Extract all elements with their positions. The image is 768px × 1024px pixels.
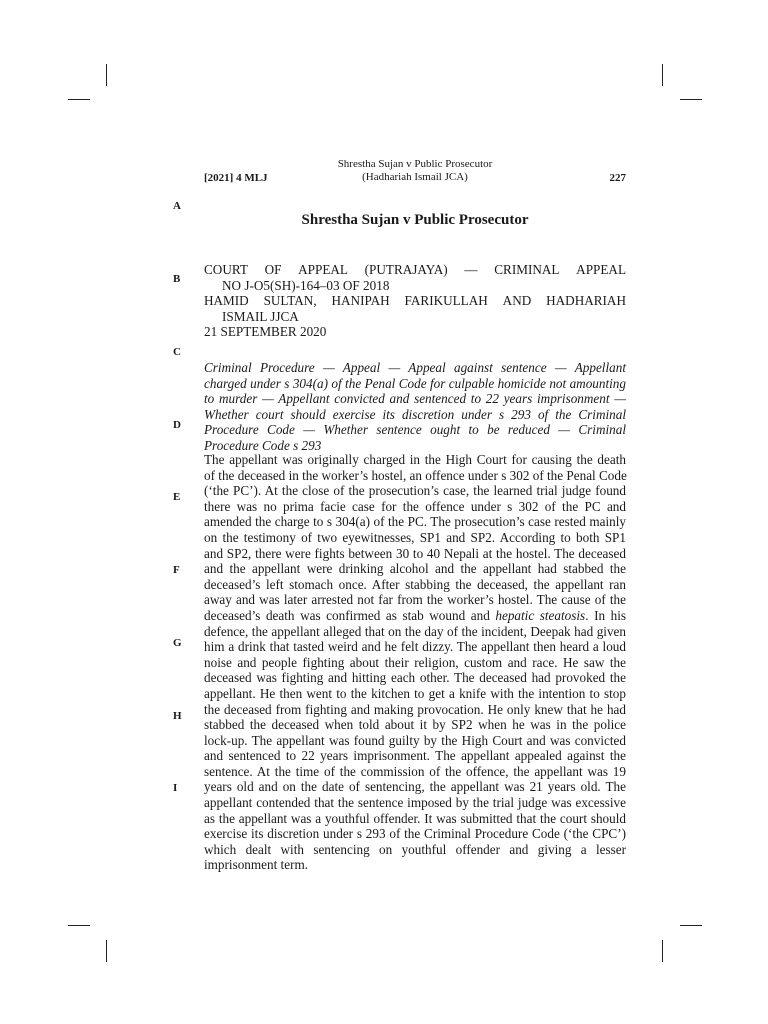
body-line-mixed: deceased’s death was confirmed as stab wound and hepatic steatosis. In his: [204, 607, 627, 623]
case-title: Shrestha Sujan v Public Prosecutor: [301, 212, 529, 228]
judges-line-1: HAMID SULTAN, HANIPAH FARIKULLAH AND HADHARIAH: [204, 293, 626, 308]
crop-mark: [106, 64, 107, 86]
body-line: him a drink that tasted weird and he felt dizzy. The appellant then heard a loud: [204, 639, 626, 655]
crop-mark: [106, 940, 107, 962]
judges-line-2: ISMAIL JJCA: [222, 308, 299, 324]
court-line-1: COURT OF APPEAL (PUTRAJAYA) — CRIMINAL APPEAL: [204, 262, 626, 277]
body-line: lock-up. The appellant was found guilty by the High Court and was convicted: [204, 732, 626, 748]
running-head: [204, 158, 626, 188]
margin-letter-f: F: [173, 564, 180, 576]
margin-letter-d: D: [173, 419, 181, 431]
crop-mark: [662, 940, 663, 962]
body-line: the deceased from fighting and making provocation. He only knew that he had: [204, 701, 626, 717]
running-head-case: [204, 158, 626, 184]
court-details: [204, 262, 626, 340]
body-line: exercise its discretion under s 293 of the Criminal Procedure Code (‘the CPC’): [204, 826, 626, 842]
margin-letter-h: H: [173, 710, 182, 722]
body-line: appellant contended that the sentence imposed by the trial judge was excessive: [204, 795, 626, 811]
margin-letter-i: I: [173, 782, 178, 794]
catchwords: Criminal Procedure — Appeal — Appeal against sentence — Appellant charged under s 304(a) of the Penal Code for culpable homicide not amounting to murder — Appellant convicted and sentenced to 22 years imprisonment — Whether court should exercise its discretion under s 293 of the Criminal Procedure Code — Whether sentence ought to be reduced — Criminal Procedure Code s 293: [204, 360, 626, 453]
margin-letter-b: B: [173, 273, 181, 285]
crop-mark: [680, 925, 702, 926]
body-line: years old and on the date of sentencing, the appellant was 21 years old. The: [204, 779, 626, 795]
body-line: away and was later arrested not far from the worker’s hostel. The cause of the: [204, 592, 626, 608]
page-number: 227: [609, 172, 626, 184]
body-line: which dealt with sentencing on youthful offender and giving a lesser: [204, 841, 626, 857]
margin-letter-g: G: [173, 637, 182, 649]
body-line: (‘the PC’). At the close of the prosecution’s case, the learned trial judge found: [204, 483, 626, 499]
crop-mark: [68, 99, 90, 100]
body-line: deceased’s left stomach once. After stabbing the deceased, the appellant ran: [204, 576, 626, 592]
body-line: as the appellant was a youthful offender. It was submitted that the court should: [204, 810, 626, 826]
court-line-2: NO J-O5(SH)-164–03 OF 2018: [222, 277, 390, 293]
running-head-case-name: Shrestha Sujan v Public Prosecutor: [337, 158, 493, 170]
body-line: and sentenced to 22 years imprisonment. The appellant appealed against the: [204, 748, 626, 764]
body-line: there was no prima facie case for the offence under s 302 of the PC and: [204, 498, 626, 514]
body-line: on the testimony of two eyewitnesses, SP1 and SP2. According to both SP1: [204, 529, 626, 545]
italic-term: hepatic steatosis: [495, 607, 586, 623]
body-line: and the appellant were drinking alcohol and the appellant had stabbed the: [204, 561, 626, 577]
crop-mark: [662, 64, 663, 86]
margin-letter-a: A: [173, 200, 181, 212]
body-line: and SP2, there were fights between 30 to 40 Nepali at the hostel. The deceased: [204, 545, 626, 561]
headnote-body: [204, 452, 626, 873]
body-line: imprisonment term.: [204, 857, 309, 873]
body-line: deceased was fighting and hitting each other. The deceased had provoked the: [204, 670, 626, 686]
crop-mark: [68, 925, 90, 926]
body-line: appellant. He then went to the kitchen to get a knife with the intention to stop: [204, 685, 626, 701]
body-line: amended the charge to s 304(a) of the PC. The prosecution’s case rested mainly: [204, 514, 626, 530]
report-citation: [2021] 4 MLJ: [204, 172, 268, 184]
decision-date: 21 SEPTEMBER 2020: [204, 324, 327, 339]
body-line: defence, the appellant alleged that on the day of the incident, Deepak had given: [204, 623, 626, 639]
body-line: of the deceased in the worker’s hostel, an offence under s 302 of the Penal Code: [204, 467, 627, 483]
body-line: sentence. At the time of the commission of the offence, the appellant was 19: [204, 763, 626, 779]
crop-mark: [680, 99, 702, 100]
running-head-judge: (Hadhariah Ismail JCA): [362, 171, 468, 183]
body-line: noise and people fighting about their religion, custom and race. He saw the: [204, 654, 626, 670]
margin-letter-e: E: [173, 491, 181, 503]
body-line: stabbed the deceased when told about it by SP2 when he was in the police: [204, 717, 626, 733]
margin-letter-c: C: [173, 346, 181, 358]
body-line: The appellant was originally charged in the High Court for causing the death: [204, 452, 626, 467]
